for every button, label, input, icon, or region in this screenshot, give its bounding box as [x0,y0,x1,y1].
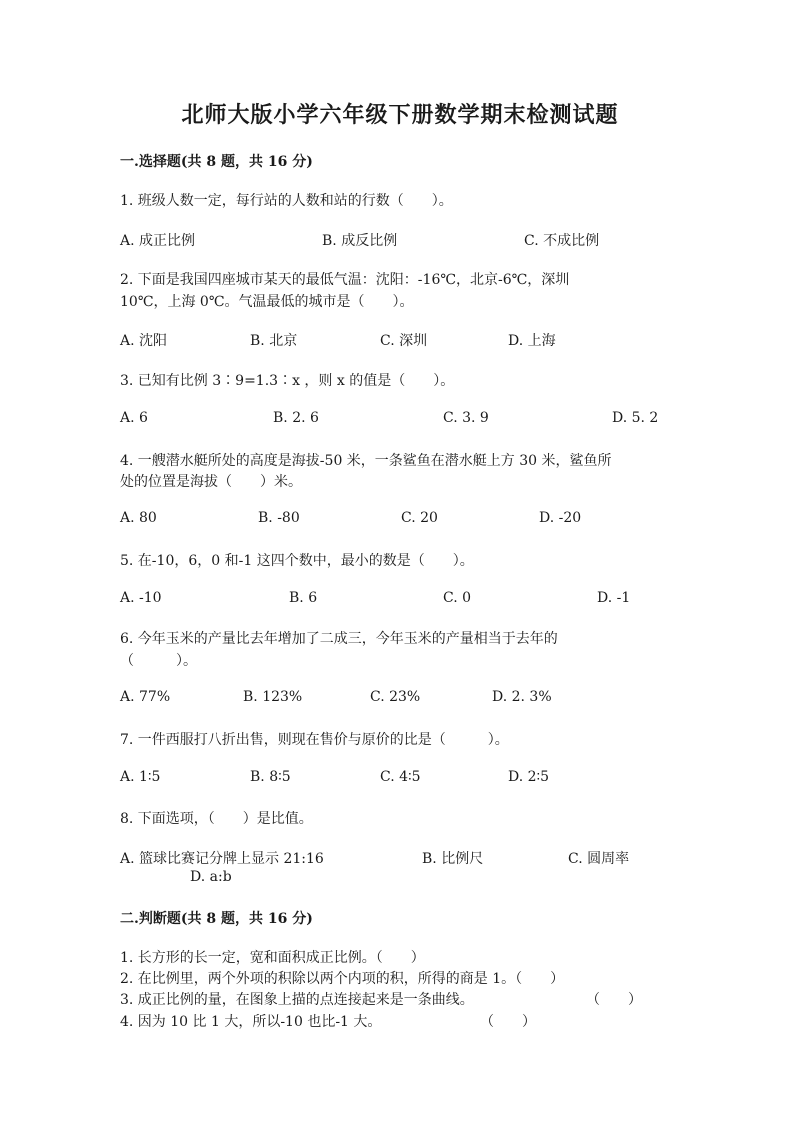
question-2-option-b: B. 北京 [250,333,298,349]
section-heading-choice: 一.选择题(共 8 题，共 16 分) [120,154,313,170]
question-7-option-a: A. 1∶5 [120,769,161,785]
question-4-option-b: B. -80 [258,510,300,526]
question-6-option-d: D. 2. 3% [492,689,552,705]
question-7-text: 7. 一件西服打八折出售，则现在售价与原价的比是（ ）。 [120,732,509,748]
question-2-option-d: D. 上海 [508,333,556,349]
question-6-option-c: C. 23% [370,689,421,705]
question-5-option-b: B. 6 [289,590,318,606]
question-6-option-b: B. 123% [243,689,303,705]
question-8-option-d: D. a:b [190,869,232,885]
question-3-option-d: D. 5. 2 [612,410,659,426]
question-8-option-b: B. 比例尺 [422,851,484,867]
question-2-text-line-2: 10℃，上海 0℃。气温最低的城市是（ ）。 [120,294,414,310]
question-4-option-d: D. -20 [539,510,582,526]
question-5-text: 5. 在-10，6，0 和-1 这四个数中，最小的数是（ ）。 [120,553,474,569]
question-4-option-c: C. 20 [401,510,438,526]
judge-item-1: 1. 长方形的长一定，宽和面积成正比例。（ ） [120,950,425,966]
question-7-option-b: B. 8∶5 [250,769,291,785]
question-5-option-d: D. -1 [597,590,631,606]
question-6-option-a: A. 77% [120,689,171,705]
section-heading-true-false: 二.判断题(共 8 题，共 16 分) [120,911,313,927]
question-3-option-b: B. 2. 6 [273,410,319,426]
judge-item-2: 2. 在比例里，两个外项的积除以两个内项的积，所得的商是 1。（ ） [120,971,565,987]
question-2-option-a: A. 沈阳 [120,333,168,349]
judge-item-3: 3. 成正比例的量，在图象上描的点连接起来是一条曲线。 [120,992,474,1008]
judge-item-4-bracket: （ ） [480,1014,536,1030]
judge-item-4: 4. 因为 10 比 1 大，所以-10 也比-1 大。 [120,1014,382,1030]
question-2-option-c: C. 深圳 [380,333,428,349]
question-3-option-c: C. 3. 9 [443,410,489,426]
question-3-text: 3. 已知有比例 3∶9=1.3∶x ，则 x 的值是（ ）。 [120,373,455,389]
question-8-option-c: C. 圆周率 [568,851,630,867]
question-7-option-c: C. 4∶5 [380,769,421,785]
question-1-option-b: B. 成反比例 [322,233,398,249]
question-5-option-c: C. 0 [443,590,472,606]
question-6-text-line-1: 6. 今年玉米的产量比去年增加了二成三，今年玉米的产量相当于去年的 [120,631,558,647]
question-7-option-d: D. 2∶5 [508,769,550,785]
judge-item-3-bracket: （ ） [586,992,642,1008]
question-6-text-line-2: （ ）。 [120,653,197,669]
question-1-option-c: C. 不成比例 [524,233,600,249]
question-8-option-a: A. 篮球比赛记分牌上显示 21:16 [120,851,324,867]
question-4-text-line-2: 处的位置是海拔（ ）米。 [120,474,302,490]
question-5-option-a: A. -10 [120,590,162,606]
question-1-text: 1. 班级人数一定，每行站的人数和站的行数（ ）。 [120,193,453,209]
question-2-text-line-1: 2. 下面是我国四座城市某天的最低气温：沈阳：-16℃，北京-6℃，深圳 [120,272,570,288]
question-8-text: 8. 下面选项，（ ）是比值。 [120,811,313,827]
question-1-option-a: A. 成正比例 [120,233,196,249]
page-title: 北师大版小学六年级下册数学期末检测试题 [181,102,619,128]
question-4-text-line-1: 4. 一艘潜水艇所处的高度是海拔-50 米，一条鲨鱼在潜水艇上方 30 米，鲨鱼所 [120,453,612,469]
question-4-option-a: A. 80 [120,510,157,526]
question-3-option-a: A. 6 [120,410,148,426]
